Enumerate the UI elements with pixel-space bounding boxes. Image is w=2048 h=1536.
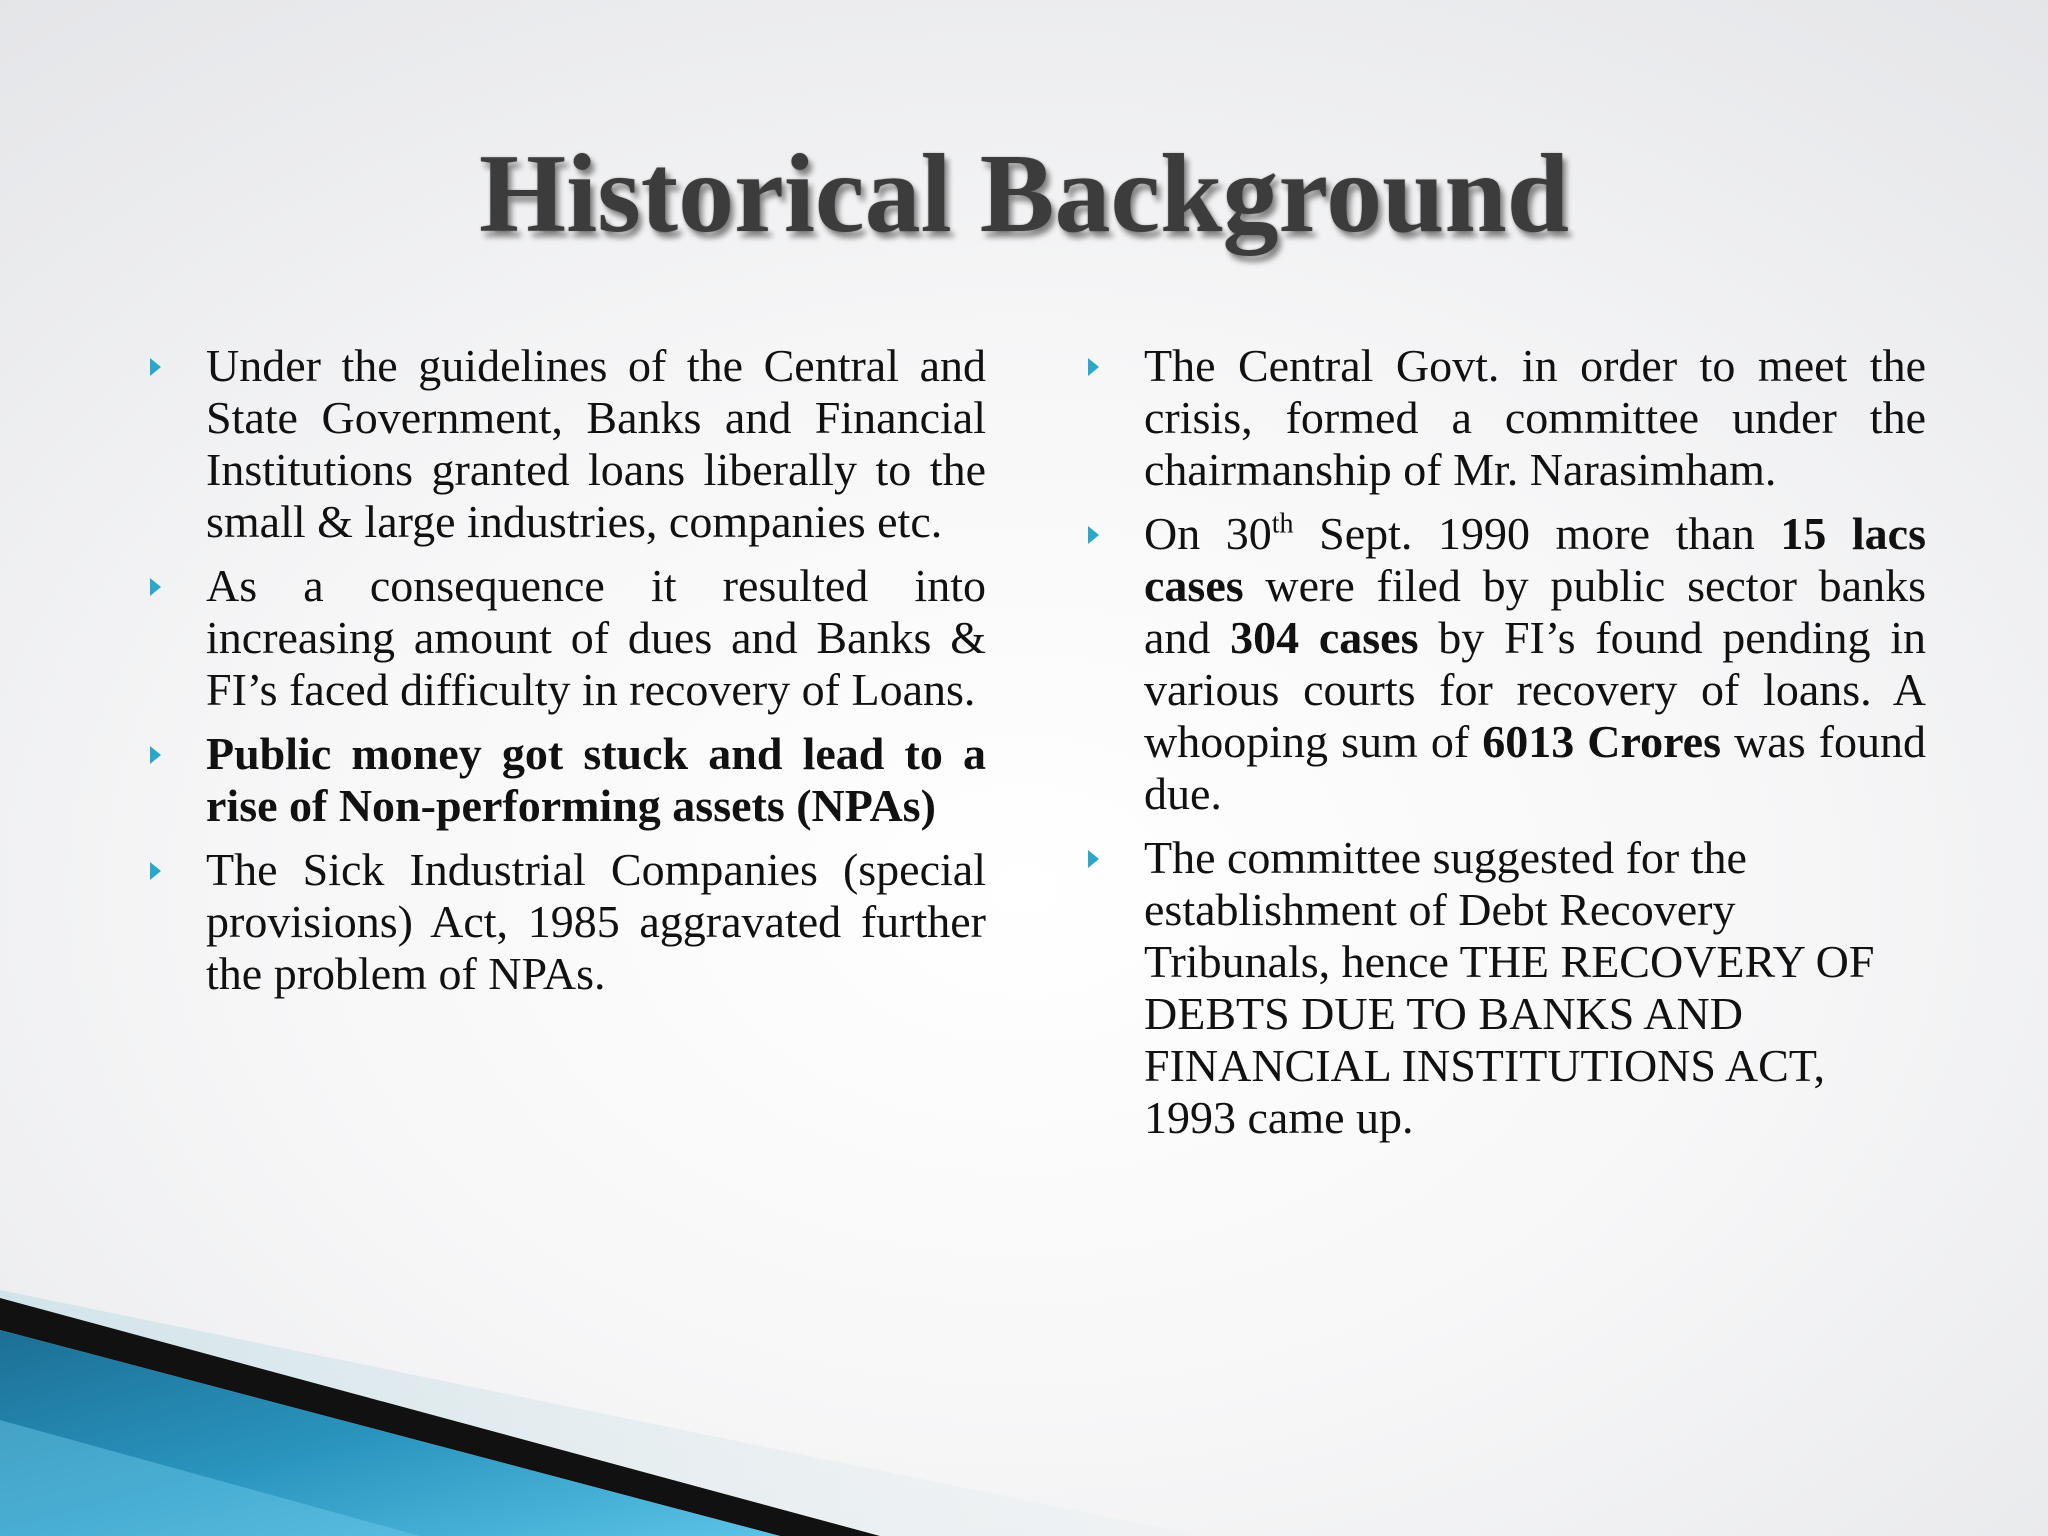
- bullet-text: As a consequence it resulted into increasing amount of dues and Banks & FI’s faced difficulty in recovery of Loans.: [206, 560, 986, 715]
- triangle-bullet-icon: [1088, 526, 1099, 544]
- triangle-bullet-icon: [150, 358, 161, 376]
- blue-highlight: [0, 1420, 420, 1536]
- triangle-bullet-icon: [1088, 850, 1099, 868]
- black-swoosh: [0, 1298, 880, 1536]
- right-bullet-list: [1088, 340, 1926, 1156]
- triangle-bullet-icon: [1088, 358, 1099, 376]
- bullet-text: The Central Govt. in order to meet the crisis, formed a committee under the chairmanship of Mr. Narasimham.: [1144, 340, 1926, 495]
- corner-swoosh-decoration: [0, 1270, 2048, 1536]
- bullet-text: On 30th Sept. 1990 more than 15 lacs cases were filed by public sector banks and 304 cases by FI’s found pending in various courts for recovery of loans. A whooping sum of 6013 Crores was found due.: [1144, 508, 1926, 819]
- bullet-item-public-money: [150, 728, 986, 832]
- bullet-item-consequence: [150, 560, 986, 716]
- triangle-bullet-icon: [150, 578, 161, 596]
- bullet-text: The Sick Industrial Companies (special provisions) Act, 1985 aggravated further the problem of NPAs.: [206, 844, 986, 999]
- triangle-bullet-icon: [150, 862, 161, 880]
- bullet-text: The committee suggested for the establishment of Debt Recovery Tribunals, hence THE RECOVERY OF DEBTS DUE TO BANKS AND FINANCIAL INSTITUTIONS ACT, 1993 came up.: [1144, 832, 1875, 1143]
- triangle-bullet-icon: [150, 746, 161, 764]
- slide-title: Historical Background: [478, 132, 1570, 256]
- bullet-text: Public money got stuck and lead to a rise of Non-performing assets (NPAs): [206, 728, 986, 831]
- bullet-item-guidelines: [150, 340, 986, 548]
- bullet-text: Under the guidelines of the Central and State Government, Banks and Financial Institutions granted loans liberally to the small & large industries, companies etc.: [206, 340, 986, 547]
- blue-swoosh: [0, 1330, 780, 1536]
- bullet-item-pending-cases: [1088, 508, 1926, 820]
- bullet-item-committee-formed: [1088, 340, 1926, 496]
- bullet-item-sick-companies-act: [150, 844, 986, 1000]
- pale-swoosh: [0, 1290, 1200, 1536]
- bullet-item-drt-act: [1088, 832, 1926, 1144]
- left-bullet-list: [150, 340, 986, 1012]
